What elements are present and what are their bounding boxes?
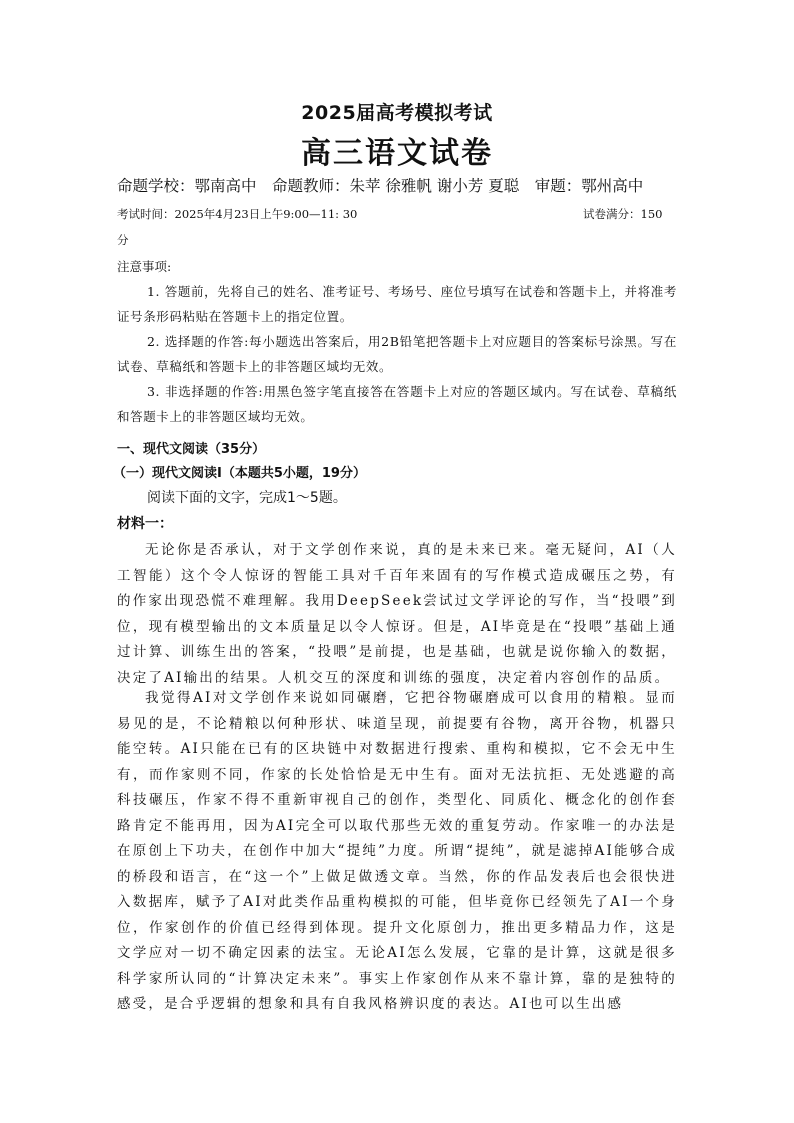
exam-title: 2025届高考模拟考试 — [301, 102, 493, 124]
notice-title: 注意事项: — [117, 259, 172, 274]
reading-instruction: 阅读下面的文字，完成1～5题。 — [147, 490, 347, 506]
subsection-heading: （一）现代文阅读Ⅰ（本题共5小题，19分） — [113, 466, 366, 481]
body-paragraph: 我觉得AI对文学创作来说如同碾磨，它把谷物碾磨成可以食用的精粮。显而易见的是，不论精粮以何种形状、味道呈现，前提要有谷物，离开谷物，机器只能空转。AI只能在已有的区块链中对数据进行搜索、重构和模拟，它不会无中生有，而作家则不同，作家的长处恰恰是无中生有。面对无法抗拒、无处逃避的高科技碾压，作家不得不重新审视自己的创作，类型化、同质化、概念化的创作套路肯定不能再用，因为AI完全可以取代那些无效的重复劳动。作家唯一的办法是在原创上下功夫，在创作中加大“提纯”力度。所谓“提纯”，就是滤掉AI能够合成的桥段和语言，在“这一个”上做足做透文章。当然，你的作品发表后也会很快进入数据库，赋予了AI对此类作品重构模拟的可能，但毕竟你已经领先了AI一个身位，作家创作的价值已经得到体现。提升文化原创力，推出更多精品力作，这是文学应对一切不确定因素的法宝。无论AI怎么发展，它靠的是计算，这就是很多科学家所认同的“计算决定未来”。事实上作家创作从来不靠计算，靠的是独特的感受，是合乎逻辑的想象和具有自我风格辨识度的表达。AI也可以生出感 — [117, 690, 677, 1012]
notice-item: 3. 非选择题的作答:用黑色签字笔直接答在答题卡上对应的答题区域内。写在试卷、草稿纸和答题卡上的非答题区域均无效。 — [117, 384, 677, 424]
authors-line: 命题学校：鄂南高中 命题教师：朱苹 徐雅帆 谢小芳 夏聪 审题：鄂州高中 — [117, 177, 644, 195]
material-label: 材料一： — [117, 516, 173, 532]
section-heading: 一、现代文阅读（35分） — [117, 442, 266, 457]
full-score-unit: 分 — [117, 233, 129, 247]
exam-time: 考试时间：2025年4月23日上午9:00—11: 30 — [117, 207, 358, 221]
notice-item: 2. 选择题的作答:每小题选出答案后，用2B铅笔把答题卡上对应题目的答案标号涂黑。写在试卷、草稿纸和答题卡上的非答题区域均无效。 — [117, 334, 677, 374]
paper-title: 高三语文试卷 — [301, 136, 493, 171]
notice-item: 1. 答题前，先将自己的姓名、准考证号、考场号、座位号填写在试卷和答题卡上，并将准考证号条形码粘贴在答题卡上的指定位置。 — [117, 284, 677, 324]
body-paragraph: 无论你是否承认，对于文学创作来说，真的是未来已来。毫无疑问，AI（人工智能）这个令人惊讶的智能工具对千百年来固有的写作模式造成碾压之势，有的作家出现恐慌不难理解。我用DeepSeek尝试过文学评论的写作，当“投喂”到位，现有模型输出的文本质量足以令人惊讶。但是，AI毕竟是在“投喂”基础上通过计算、训练生出的答案，“投喂”是前提，也是基础，也就是说你输入的数据，决定了AI输出的结果。人机交互的深度和训练的强度，决定着内容创作的品质。 — [117, 542, 677, 686]
full-score: 试卷满分：150 — [583, 207, 663, 221]
